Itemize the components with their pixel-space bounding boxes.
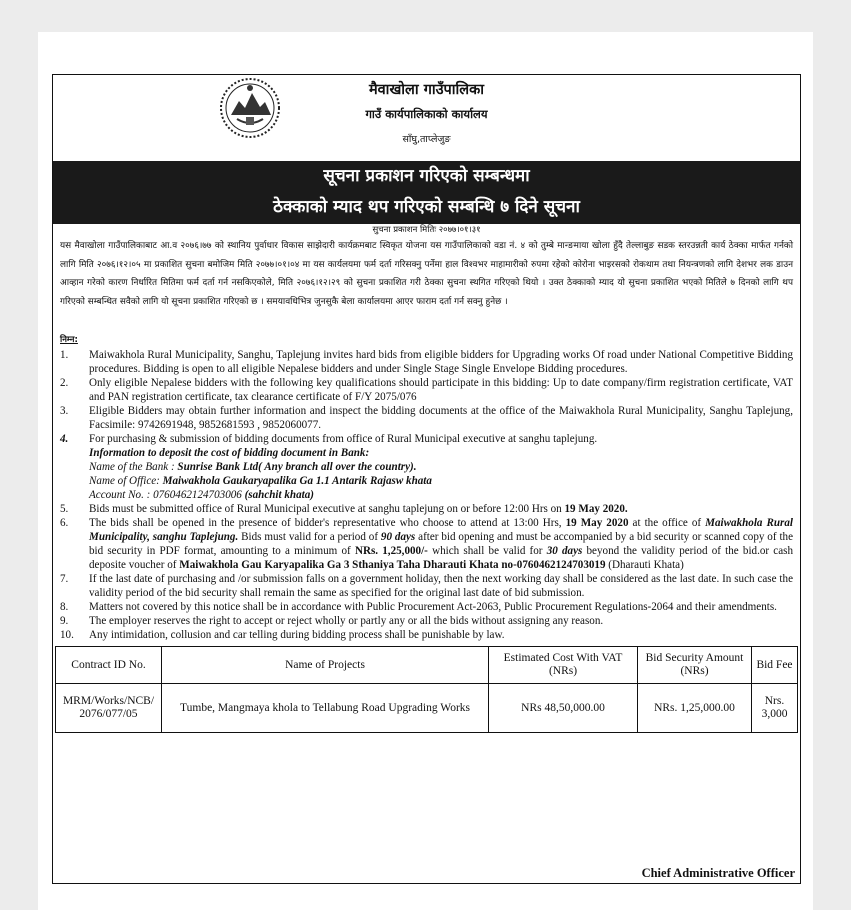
bank-info-heading: Information to deposit the cost of bidding document in Bank: [89, 447, 370, 459]
bid-security-amount: NRs. 1,25,000/- [354, 545, 428, 557]
item-text: Only eligible Nepalese bidders with the following key qualifications should participate in this bidding: Up to date company/firm registration certificate, VAT and PAN registration certificate, tax clearance certificate of F/Y 2075/076 [89, 377, 793, 403]
table-cell: Nrs. 3,000 [752, 684, 798, 733]
item-text: Eligible Bidders may obtain further information and inspect the bidding documents at the office of the Maiwakhola Rural Municipality, Sanghu Taplejung, Facsimile: 9742691948, 9852681593 , 9852060077. [89, 405, 793, 431]
item-number: 1. [60, 349, 69, 361]
opening-date: 19 May 2020 [565, 517, 629, 529]
bid-conditions-list [53, 348, 800, 642]
column-header: Name of Projects [162, 647, 489, 684]
bank-name-label: Name of the Bank : [89, 461, 178, 473]
account-line [89, 488, 793, 502]
item-number: 9. [60, 615, 69, 627]
account-number: Account No. : 0760462124703006 [89, 489, 245, 501]
item-number: 4. [60, 433, 69, 445]
notice-banner [53, 161, 800, 224]
table-cell: NRs. 1,25,000.00 [638, 684, 752, 733]
item-number: 8. [60, 601, 69, 613]
column-header: Bid Security Amount (NRs) [638, 647, 752, 684]
item-6-part: at the office of [628, 517, 706, 529]
list-item [60, 628, 793, 642]
submission-date: 19 May 2020. [564, 503, 628, 515]
item-number: 2. [60, 377, 69, 389]
account-type: (sahchit khata) [244, 489, 314, 501]
banner-line-1: सूचना प्रकाशन गरिएको सम्बन्धमा [323, 166, 530, 186]
office-place: साँघु,ताप्लेजुङ [402, 134, 451, 145]
item-number: 10. [60, 629, 74, 641]
table-header-row [56, 647, 798, 684]
bid-table [55, 646, 798, 733]
list-item [60, 348, 793, 376]
item-6-part: after bid opening and must be accompanied by a bid security or scanned copy of the bid security in PDF format, amounting to a minimum of [89, 531, 793, 557]
item-text: Matters not covered by this notice shall be in accordance with Public Procurement Act-2063, Public Procurement Regulations-2064 and their amendments. [89, 601, 777, 613]
item-number: 3. [60, 405, 69, 417]
table-row [56, 684, 798, 733]
item-number: 5. [60, 503, 69, 515]
item-text [89, 516, 793, 572]
bid-validity: 90 days [380, 531, 416, 543]
item-text: If the last date of purchasing and /or submission falls on a government holiday, then the next working day shall be considered as the last date. In such case the validity period of the bid security shall remain the same as specified for the original last date of bid submission. [89, 573, 793, 599]
item-4-text: For purchasing & submission of bidding documents from office of Rural Municipal executive at sanghu taplejung. [89, 433, 598, 445]
bank-name-value: Sunrise Bank Ltd( Any branch all over the country). [177, 461, 417, 473]
item-text: Any intimidation, collusion and car telling during bidding process shall be punishable by law. [89, 629, 505, 641]
office-name-label: Name of Office: [89, 475, 163, 487]
list-item [60, 614, 793, 628]
list-item [60, 600, 793, 614]
list-item [60, 376, 793, 404]
municipality-title: मैवाखोला गाउँपालिका [368, 82, 485, 98]
note-label: निम्न: [60, 335, 78, 345]
item-5-text: Bids must be submitted office of Rural Municipal executive at sanghu taplejung on or before 12:00 Hrs on [89, 503, 565, 515]
office-title: गाउँ कार्यपालिकाको कार्यालय [365, 107, 488, 121]
list-item [60, 502, 793, 516]
office-name-value: Maiwakhola Gaukaryapalika Ga 1.1 Antarik Rajasw khata [162, 475, 432, 487]
list-item [60, 432, 793, 502]
bank-name-line [89, 460, 793, 474]
column-header: Estimated Cost With VAT (NRs) [489, 647, 638, 684]
item-6-part: beyond the validity period of the bid.or cash deposite voucher of [89, 545, 793, 571]
item-text [89, 432, 793, 502]
item-text [89, 502, 793, 516]
item-text: The employer reserves the right to accept or reject wholly or partly any or all the bids without assigning any reason. [89, 615, 604, 627]
signature-title: Chief Administrative Officer [641, 866, 795, 880]
publish-date: सुचना प्रकाशन मितिः २०७७।०१।३१ [372, 225, 481, 235]
banner-line-2: ठेक्काको म्याद थप गरिएको सम्बन्धि ७ दिने सूचना [273, 197, 580, 217]
notice-paper [38, 32, 813, 910]
item-6-part: which shall be valid for [427, 545, 547, 557]
item-6-part: The bids shall be opened in the presence of bidder's representative who choose to attend at 13:00 Hrs, [89, 517, 566, 529]
office-name-line [89, 474, 793, 488]
nepali-paragraph: यस मैवाखोला गाउँपालिकाबाट आ.व २०७६।७७ को स्थानिय पुर्वाधार विकास साझेदारी कार्यक्रमबाट स्विकृत योजना यस गाउँपालिकाको वडा नं. ४ को तुम्बे मान्ङमाया खोला हुँदै तेल्लाबुङ सडक स्तरउन्नती कार्य ठेक्का मार्फत गर्नको लागि मिति २०७६।१२।०५ मा प्रकाशित सुचना बमोजिम मिति २०७७।०१।०४ मा यस कार्यलयमा फर्म दर्ता गरिसक्नु पर्नेमा हाल विश्वभर माहामारीको रुपमा रहेको कोरोना भाइरसको रोकथाम तथा नियन्त्रणको लागि देशभर लक डाउन आव्हान गरेको कारण निर्धारित मितिमा फर्म दर्ता गर्न नसकिएकोले, मिति २०७६।१२।२९ को सुचना प्रकाशित गरी ठेक्का सुचना स्थगित गरिएको थियो । उक्त ठेक्काको म्याद यो सुचना प्रकाशित भएको मितिले ७ दिनको लागि थप गरिएको सम्बन्धित सवैको लागि यो सूचना प्रकाशित गरिएको छ । समयावधिभित्र जुनसुकै बेला कार्यालयमा आएर फाराम दर्ता गर्न सक्नु हुनेछ । [60, 241, 793, 307]
list-item [60, 404, 793, 432]
deposit-account: Maiwakhola Gau Karyapalika Ga 3 Sthaniya Taha Dharauti Khata no-0760462124703019 [179, 559, 606, 571]
item-6-part: (Dharauti Khata) [605, 559, 684, 571]
notice-frame [52, 74, 801, 884]
table-cell: NRs 48,50,000.00 [489, 684, 638, 733]
column-header: Contract ID No. [56, 647, 162, 684]
notice-header [53, 75, 800, 161]
item-number: 6. [60, 517, 69, 529]
item-6-part: Bids must valid for a period of [238, 531, 381, 543]
list-item [60, 572, 793, 600]
security-validity: 30 days [546, 545, 583, 557]
table-cell: Tumbe, Mangmaya khola to Tellabung Road Upgrading Works [162, 684, 489, 733]
opening-venue: Maiwakhola Rural Municipality, sanghu Taplejung. [89, 517, 794, 543]
item-text: Maiwakhola Rural Municipality, Sanghu, Taplejung invites hard bids from eligible bidders for Upgrading works Of road under National Competitive Bidding procedures. Bidding is open to all eligible Nepalese bidders and under Single Stage Single Envelope Bidding procedures. [89, 349, 793, 375]
column-header: Bid Fee [752, 647, 798, 684]
table-cell: MRM/Works/NCB/ 2076/077/05 [56, 684, 162, 733]
item-number: 7. [60, 573, 69, 585]
list-item [60, 516, 793, 572]
